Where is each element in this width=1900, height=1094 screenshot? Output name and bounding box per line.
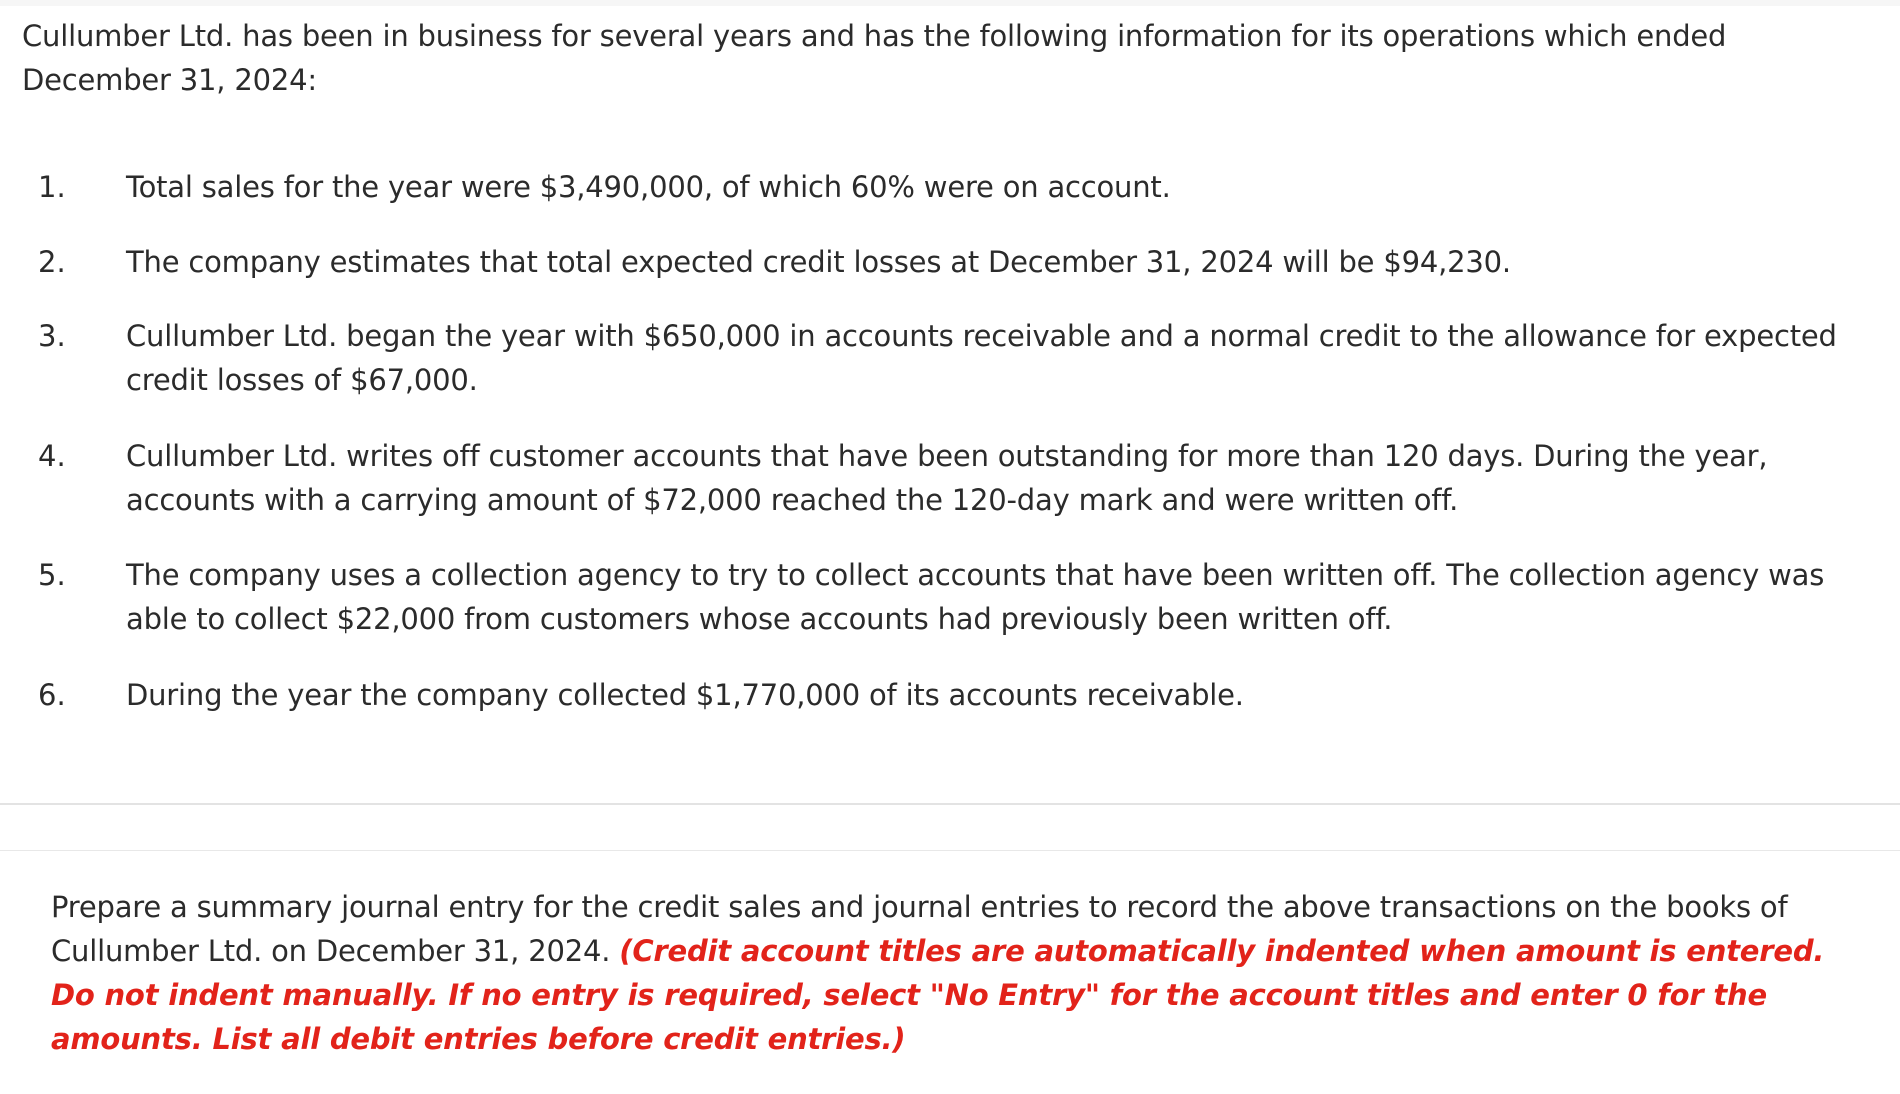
top-strip: [0, 0, 1900, 6]
list-item-number: 2.: [38, 245, 66, 279]
question-prompt: [51, 885, 1871, 1061]
list-item-number: 5.: [38, 558, 66, 592]
intro-paragraph: Cullumber Ltd. has been in business for several years and has the following information for its operations which ended December 31, 2024:: [22, 19, 1727, 97]
list-item-number: 3.: [38, 319, 66, 353]
section-divider: [0, 803, 1900, 805]
list-item-text: Cullumber Ltd. began the year with $650,000 in accounts receivable and a normal credit to the allowance for expected credit losses of $67,000.: [126, 319, 1837, 397]
list-item-number: 4.: [38, 439, 66, 473]
list-item-number: 1.: [38, 170, 66, 204]
list-item-text: Cullumber Ltd. writes off customer accounts that have been outstanding for more than 120 days. During the year, accounts with a carrying amount of $72,000 reached the 120-day mark and were written off.: [126, 439, 1768, 517]
list-item-number: 6.: [38, 678, 66, 712]
list-item-text: Total sales for the year were $3,490,000, of which 60% were on account.: [126, 170, 1171, 204]
section-divider: [0, 850, 1900, 851]
prompt-text: Prepare a summary journal entry for the credit sales and journal entries to record the above transactions on the books of Cullumber Ltd. on December 31, 2024.: [51, 890, 1788, 968]
list-item-text: The company estimates that total expected credit losses at December 31, 2024 will be $94,230.: [126, 245, 1511, 279]
list-item-text: The company uses a collection agency to try to collect accounts that have been written off. The collection agency was able to collect $22,000 from customers whose accounts had previously been written off.: [126, 558, 1825, 636]
list-item-text: During the year the company collected $1,770,000 of its accounts receivable.: [126, 678, 1244, 712]
prompt-instruction: (Credit account titles are automatically indented when amount is entered. Do not indent manually. If no entry is required, select "No Entry" for the account titles and enter 0 for the amounts. List all debit entries before credit entries.): [51, 934, 1825, 1056]
